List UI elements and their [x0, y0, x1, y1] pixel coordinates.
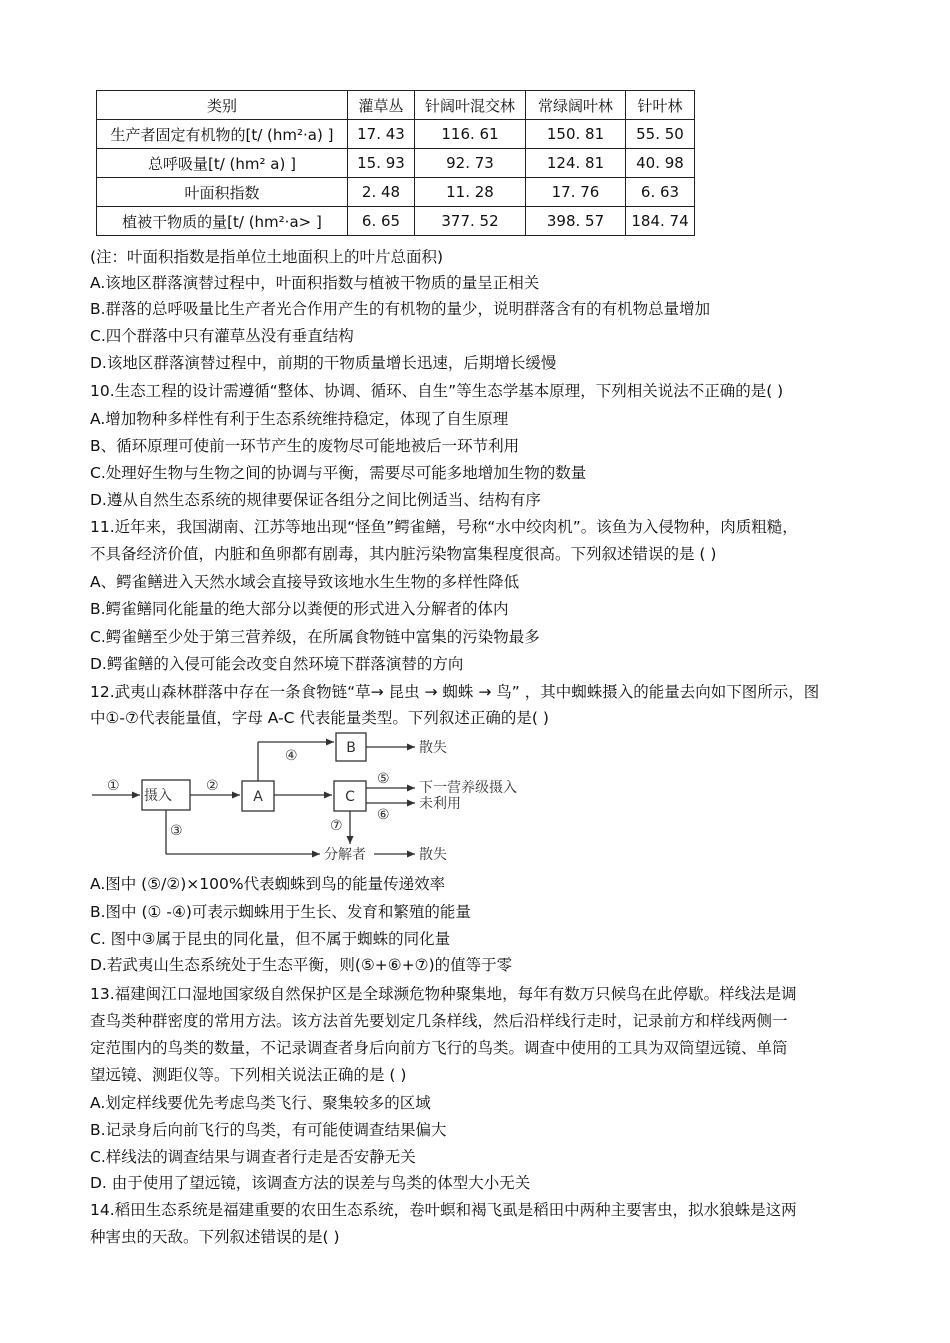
b-label: B — [346, 740, 356, 756]
question-13-line-3: 定范围内的鸟类的数量，不记录调查者身后向前方飞行的鸟类。调查中使用的工具为双筒望远镜、单筒 — [90, 1039, 788, 1057]
question-11-line-1: 11.近年来，我国湖南、江苏等地出现“怪鱼”鳄雀鳝，号称“水中绞肉机”。该鱼为入侵物种，肉质粗糙， — [90, 518, 798, 536]
table-cell: 15. 93 — [348, 149, 415, 178]
table-cell: 叶面积指数 — [97, 178, 348, 207]
value-6: ⑥ — [377, 807, 390, 823]
question-10: 10.生态工程的设计需遵循“整体、协调、循环、自生”等生态学基本原理，下列相关说法不正确的是( ) — [90, 382, 784, 400]
option-a: A.图中 (⑤/②)×100%代表蜘蛛到鸟的能量传递效率 — [90, 875, 446, 893]
value-2: ② — [206, 778, 219, 794]
table-cell: 17. 43 — [348, 120, 415, 149]
intake-label: 摄入 — [144, 788, 172, 804]
option-c: C.样线法的调查结果与调查者行走是否安静无关 — [90, 1148, 416, 1166]
table-cell: 92. 73 — [415, 149, 526, 178]
table-cell: 6. 63 — [626, 178, 695, 207]
dissipate-label: 散失 — [419, 740, 447, 756]
table-row — [97, 178, 695, 207]
table-cell: 398. 57 — [526, 207, 626, 236]
table-row — [97, 207, 695, 236]
c-label: C — [345, 789, 355, 805]
table-cell: 40. 98 — [626, 149, 695, 178]
table-cell: 377. 52 — [415, 207, 526, 236]
table-header-cell: 常绿阔叶林 — [526, 91, 626, 120]
question-11-line-2: 不具备经济价值，内脏和鱼卵都有剧毒，其内脏污染物富集程度很高。下列叙述错误的是 ( ) — [90, 545, 717, 563]
question-13-line-1: 13.福建闽江口湿地国家级自然保护区是全球濒危物种聚集地，每年有数万只候鸟在此停歇。样线法是调 — [90, 985, 797, 1003]
question-12-line-1: 12.武夷山森林群落中存在一条食物链“草→ 昆虫 → 蜘蛛 → 鸟” ，其中蜘蛛摄入的能量去向如下图所示，图 — [90, 683, 820, 701]
table-row — [97, 149, 695, 178]
table-header-cell: 针叶林 — [626, 91, 695, 120]
value-7: ⑦ — [330, 818, 343, 834]
table-cell: 总呼吸量[t/ (hm² a) ] — [97, 149, 348, 178]
question-13-line-4: 望远镜、测距仪等。下列相关说法正确的是 ( ) — [90, 1066, 407, 1084]
next-level-label: 下一营养级摄入 — [419, 780, 517, 796]
option-d: D.若武夷山生态系统处于生态平衡，则(⑤+⑥+⑦)的值等于零 — [90, 956, 513, 974]
option-b: B、循环原理可使前一环节产生的废物尽可能地被后一环节利用 — [90, 437, 520, 455]
dissipate-label: 散失 — [419, 847, 447, 863]
table-row — [97, 120, 695, 149]
option-a: A.增加物种多样性有利于生态系统维持稳定，体现了自生原理 — [90, 410, 509, 428]
value-1: ① — [107, 778, 120, 794]
table-header-cell: 灌草丛 — [348, 91, 415, 120]
table-note: (注：叶面积指数是指单位土地面积上的叶片总面积) — [90, 248, 444, 266]
question-14-line-1: 14.稻田生态系统是福建重要的农田生态系统，卷叶螟和褐飞虱是稻田中两种主要害虫，拟水狼蛛是这两 — [90, 1201, 797, 1219]
table-cell: 17. 76 — [526, 178, 626, 207]
option-c: C. 图中③属于昆虫的同化量，但不属于蜘蛛的同化量 — [90, 930, 451, 948]
table-cell: 116. 61 — [415, 120, 526, 149]
option-b: B.记录身后向前飞行的鸟类，有可能使调查结果偏大 — [90, 1121, 447, 1139]
option-b: B.图中 (① -④)可表示蜘蛛用于生长、发育和繁殖的能量 — [90, 903, 471, 921]
value-4: ④ — [285, 748, 298, 764]
option-d: D.鳄雀鳝的入侵可能会改变自然环境下群落演替的方向 — [90, 655, 464, 673]
table-header-cell: 类别 — [97, 91, 348, 120]
table-cell: 184. 74 — [626, 207, 695, 236]
option-c: C.四个群落中只有灌草丛没有垂直结构 — [90, 327, 354, 345]
option-d: D.遵从自然生态系统的规律要保证各组分之间比例适当、结构有序 — [90, 491, 541, 509]
value-5: ⑤ — [377, 771, 390, 787]
table-header-cell: 针阔叶混交林 — [415, 91, 526, 120]
table-cell: 124. 81 — [526, 149, 626, 178]
table-cell: 生产者固定有机物的[t/ (hm²·a) ] — [97, 120, 348, 149]
option-d: D.该地区群落演替过程中，前期的干物质量增长迅速，后期增长缓慢 — [90, 354, 557, 372]
value-3: ③ — [170, 823, 183, 839]
table-cell: 150. 81 — [526, 120, 626, 149]
table-cell: 11. 28 — [415, 178, 526, 207]
option-a: A.划定样线要优先考虑鸟类飞行、聚集较多的区域 — [90, 1094, 431, 1112]
decomposer-label: 分解者 — [324, 847, 366, 863]
table-header-row — [97, 91, 695, 120]
unused-label: 未利用 — [419, 796, 461, 812]
option-c: C.处理好生物与生物之间的协调与平衡，需要尽可能多地增加生物的数量 — [90, 464, 587, 482]
table-cell: 植被干物质的量[t/ (hm²·a> ] — [97, 207, 348, 236]
question-14-line-2: 种害虫的天敌。下列叙述错误的是( ) — [90, 1228, 340, 1246]
table-cell: 55. 50 — [626, 120, 695, 149]
option-d: D. 由于使用了望远镜，该调查方法的误差与鸟类的体型大小无关 — [90, 1174, 531, 1192]
option-a: A、鳄雀鳝进入天然水域会直接导致该地水生生物的多样性降低 — [90, 573, 520, 591]
question-13-line-2: 查鸟类种群密度的常用方法。该方法首先要划定几条样线，然后沿样线行走时，记录前方和样线两侧一 — [90, 1012, 788, 1030]
a-label: A — [253, 789, 263, 805]
option-b: B.鳄雀鳝同化能量的绝大部分以粪便的形式进入分解者的体内 — [90, 600, 509, 618]
table-cell: 6. 65 — [348, 207, 415, 236]
energy-flow-diagram — [90, 728, 550, 870]
option-b: B.群落的总呼吸量比生产者光合作用产生的有机物的量少，说明群落含有的有机物总量增加 — [90, 300, 711, 318]
option-a: A.该地区群落演替过程中，叶面积指数与植被干物质的量呈正相关 — [90, 274, 540, 292]
option-c: C.鳄雀鳝至少处于第三营养级，在所属食物链中富集的污染物最多 — [90, 628, 540, 646]
question-12-line-2: 中①-⑦代表能量值，字母 A-C 代表能量类型。下列叙述正确的是( ) — [90, 709, 549, 727]
community-data-table — [96, 90, 695, 236]
table-cell: 2. 48 — [348, 178, 415, 207]
